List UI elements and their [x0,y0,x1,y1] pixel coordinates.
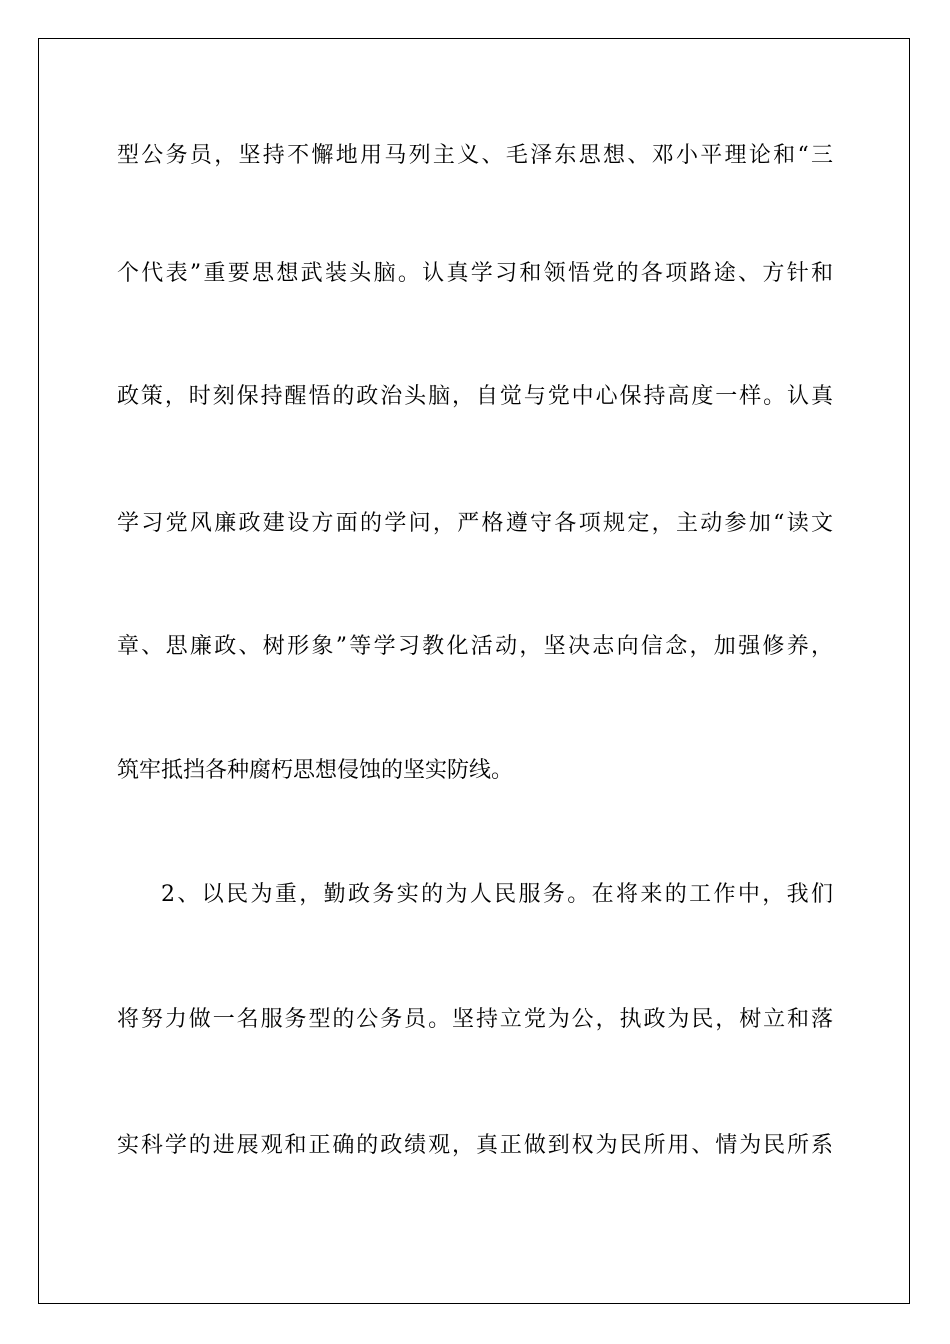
text-line-3: 政策，时刻保持醒悟的政治头脑，自觉与党中心保持高度一样。认真 [117,384,833,409]
text-line-2: 个代表”重要思想武装头脑。认真学习和领悟党的各项路途、方针和 [117,261,833,286]
text-line-4: 学习党风廉政建设方面的学问，严格遵守各项规定，主动参加“读文 [117,511,833,536]
text-line-9: 实科学的进展观和正确的政绩观，真正做到权为民所用、情为民所系 [117,1133,833,1158]
paragraph-2-first-line: 2、以民为重，勤政务实的为人民服务。在将来的工作中，我们 [161,882,833,907]
page-border [38,38,910,1304]
text-line-8: 将努力做一名服务型的公务员。坚持立党为公，执政为民，树立和落 [117,1007,833,1032]
text-line-5: 章、思廉政、树形象”等学习教化活动，坚决志向信念，加强修养， [117,634,833,659]
text-line-6: 筑牢抵挡各种腐朽思想侵蚀的坚实防线。 [117,758,514,783]
text-line-1: 型公务员，坚持不懈地用马列主义、毛泽东思想、邓小平理论和“三 [117,143,833,168]
